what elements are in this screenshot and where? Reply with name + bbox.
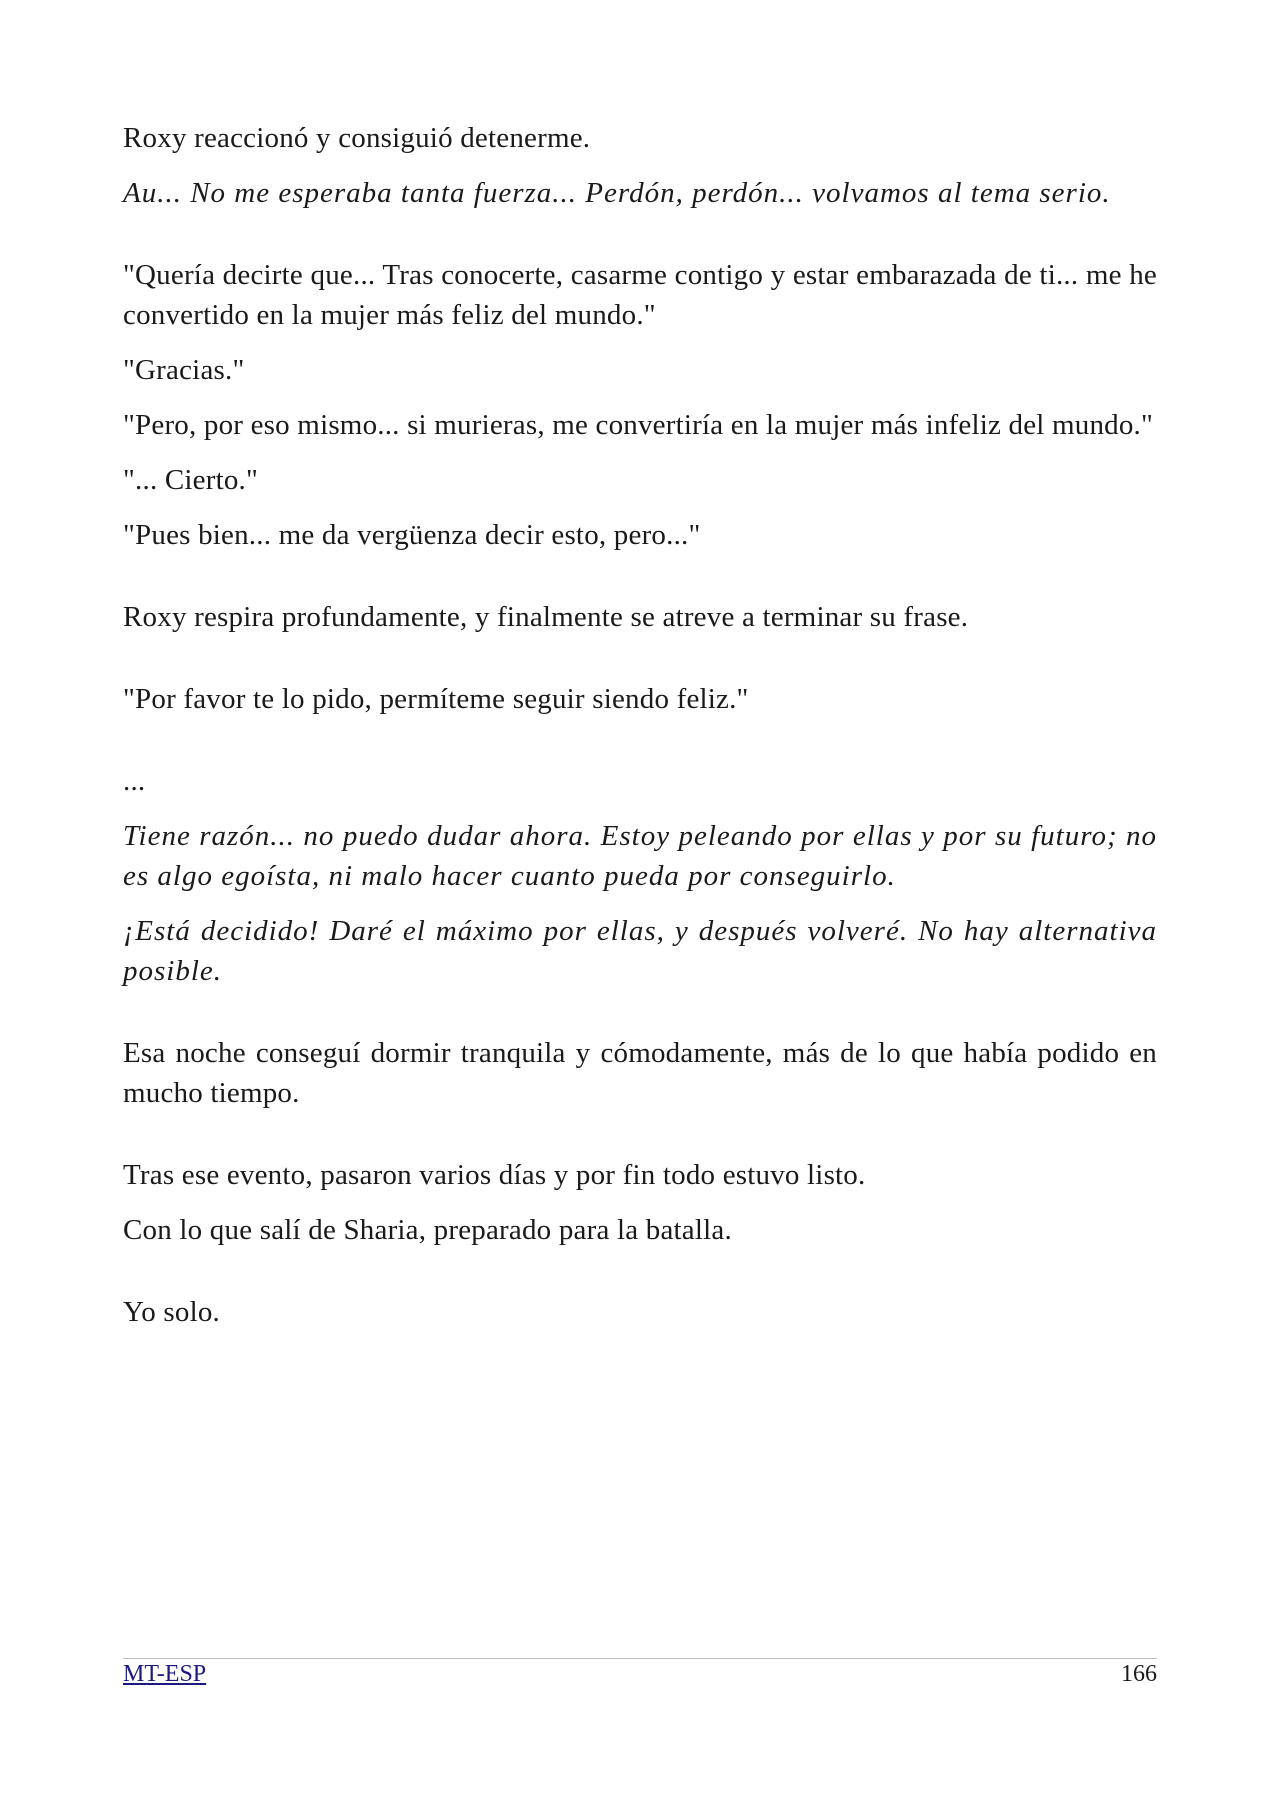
page-footer xyxy=(123,1659,1157,1689)
page-body xyxy=(123,118,1157,1332)
paragraph: Roxy reaccionó y consiguió detenerme. xyxy=(123,122,591,154)
paragraph: "Gracias." xyxy=(123,354,245,386)
paragraph: "Quería decirte que... Tras conocerte, casarme contigo y estar embarazada de ti... me he convertido en la mujer más feliz del mundo." xyxy=(123,259,1157,331)
paragraph: Con lo que salí de Sharia, preparado para la batalla. xyxy=(123,1214,732,1246)
paragraph-italic: Tiene razón... no puedo dudar ahora. Estoy peleando por ellas y por su futuro; no es algo egoísta, ni malo hacer cuanto pueda por conseguirlo. xyxy=(123,820,1157,892)
paragraph-italic: Au... No me esperaba tanta fuerza... Perdón, perdón... volvamos al tema serio. xyxy=(123,177,1111,209)
paragraph-italic: ¡Está decidido! Daré el máximo por ellas, y después volveré. No hay alternativa posible. xyxy=(123,915,1157,987)
paragraph: "Por favor te lo pido, permíteme seguir siendo feliz." xyxy=(123,683,749,715)
paragraph: Esa noche conseguí dormir tranquila y cómodamente, más de lo que había podido en mucho tiempo. xyxy=(123,1037,1157,1109)
paragraph: "... Cierto." xyxy=(123,464,259,496)
footer-link[interactable]: MT-ESP xyxy=(123,1661,207,1687)
paragraph: Yo solo. xyxy=(123,1296,220,1328)
paragraph: Roxy respira profundamente, y finalmente se atreve a terminar su frase. xyxy=(123,601,969,633)
paragraph: Tras ese evento, pasaron varios días y por fin todo estuvo listo. xyxy=(123,1159,866,1191)
page-number: 166 xyxy=(1121,1661,1157,1687)
paragraph-ellipsis: ... xyxy=(123,765,146,797)
paragraph: "Pues bien... me da vergüenza decir esto, pero..." xyxy=(123,519,701,551)
paragraph: "Pero, por eso mismo... si murieras, me convertiría en la mujer más infeliz del mundo." xyxy=(123,409,1154,441)
